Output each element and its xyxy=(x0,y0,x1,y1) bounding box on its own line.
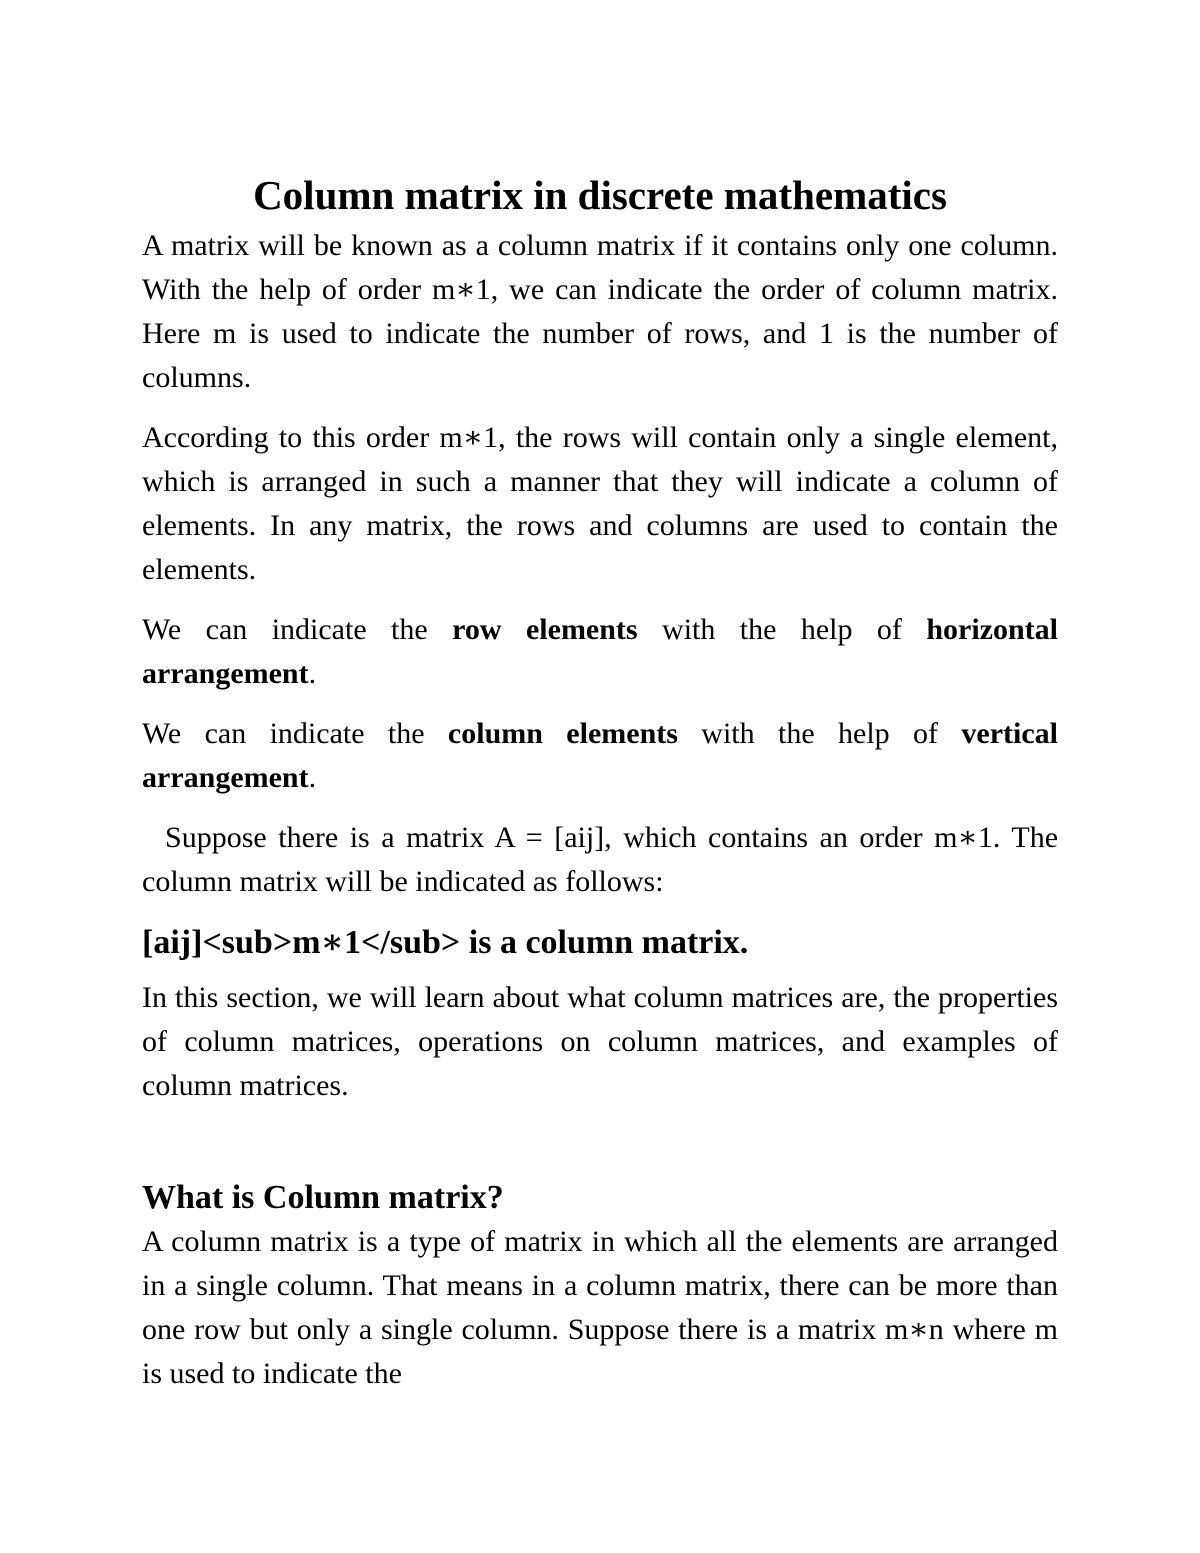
row-elements-text-3: . xyxy=(308,657,317,690)
paragraph-section-intro: In this section, we will learn about what column matrices are, the properties of column matrices, operations on column matrices, and examples of column matrices. xyxy=(142,981,1058,1102)
horizontal-arrangement-bold: horizontal arrangement xyxy=(142,613,1058,690)
column-elements-text-2: with the help of xyxy=(677,717,962,750)
matrix-example-text: Suppose there is a matrix A = [aij], which contains an order m∗1. The column matrix will be indicated as follows: xyxy=(142,821,1059,898)
row-elements-bold: row elements xyxy=(452,613,638,646)
row-elements-text-1: We can indicate the xyxy=(142,613,453,646)
column-elements-text-3: . xyxy=(308,761,317,794)
document-title: Column matrix in discrete mathematics xyxy=(253,172,947,218)
paragraph-what-is-column-matrix: A column matrix is a type of matrix in which all the elements are arranged in a single column. That means in a column matrix, there can be more than one row but only a single column. Suppose there is a matrix m∗n where m is used to indicate the xyxy=(142,1225,1058,1390)
section-heading: What is Column matrix? xyxy=(142,1179,504,1216)
paragraph-row-elements xyxy=(142,608,1058,696)
paragraph-matrix-example xyxy=(142,816,1058,904)
row-elements-text-2: with the help of xyxy=(637,613,927,646)
vertical-arrangement-bold: vertical arrangement xyxy=(142,717,1058,794)
equation-heading: [aij]<sub>m∗1</sub> is a column matrix. xyxy=(142,924,749,961)
paragraph-column-elements xyxy=(142,712,1058,800)
paragraph-definition: A matrix will be known as a column matrix if it contains only one column. With the help of order m∗1, we can indicate the order of column matrix. Here m is used to indicate the number of rows, and 1 is the number of columns. xyxy=(142,229,1058,394)
indent xyxy=(142,821,165,854)
column-elements-text-1: We can indicate the xyxy=(142,717,448,750)
paragraph-order-explanation: According to this order m∗1, the rows will contain only a single element, which is arranged in such a manner that they will indicate a column of elements. In any matrix, the rows and columns are used to contain the elements. xyxy=(142,421,1058,586)
document-page xyxy=(142,168,1058,1412)
column-elements-bold: column elements xyxy=(447,717,678,750)
